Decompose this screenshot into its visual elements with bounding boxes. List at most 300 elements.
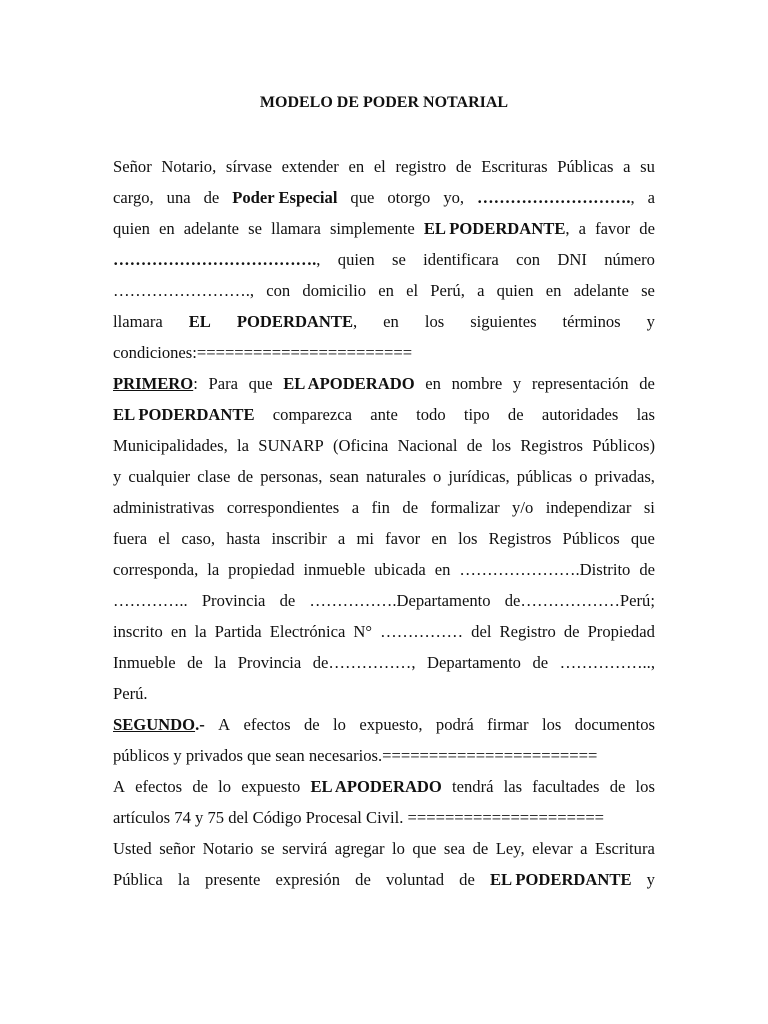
text-run: …………….., xyxy=(559,653,655,672)
word xyxy=(639,217,655,241)
text-run: DNI xyxy=(557,250,587,269)
text-run: A xyxy=(218,715,231,734)
text-line xyxy=(113,248,655,272)
word xyxy=(532,775,599,799)
word xyxy=(560,651,655,675)
word xyxy=(542,403,619,427)
word xyxy=(113,775,125,799)
text-run: ………………….Distrito xyxy=(459,560,631,579)
text-line xyxy=(113,434,655,458)
text-run: sean xyxy=(329,467,359,486)
word xyxy=(520,434,583,458)
text-run: registro xyxy=(395,157,447,176)
word xyxy=(500,620,556,644)
word xyxy=(302,279,366,303)
word xyxy=(386,868,444,892)
word xyxy=(489,527,552,551)
word xyxy=(226,155,272,179)
text-run: del xyxy=(471,622,492,641)
text-run: y xyxy=(646,312,655,331)
text-run: Usted xyxy=(113,839,152,858)
word xyxy=(412,837,436,861)
text-run: facultades xyxy=(532,777,600,796)
word xyxy=(113,868,163,892)
text-run: y xyxy=(113,467,122,486)
word xyxy=(266,279,290,303)
text-run: presente xyxy=(205,870,261,889)
word xyxy=(313,651,416,675)
word xyxy=(159,217,175,241)
word xyxy=(303,558,365,582)
word xyxy=(171,620,187,644)
word xyxy=(392,837,405,861)
word xyxy=(392,248,406,272)
text-run: a xyxy=(351,498,360,517)
text-run: señor xyxy=(159,839,196,858)
word xyxy=(113,837,152,861)
text-run: en xyxy=(383,312,399,331)
word xyxy=(248,217,262,241)
word xyxy=(588,620,655,644)
text-run: Departamento xyxy=(426,653,521,672)
text-run: (Oficina xyxy=(333,436,389,455)
word xyxy=(113,465,121,489)
word xyxy=(113,558,198,582)
word xyxy=(275,868,340,892)
text-run: …………… xyxy=(380,622,464,641)
text-run: Públicos) xyxy=(592,436,655,455)
word xyxy=(135,775,182,799)
word xyxy=(348,155,364,179)
word xyxy=(333,713,346,737)
text-line xyxy=(113,775,655,799)
word xyxy=(395,155,446,179)
text-run: privadas, xyxy=(594,467,655,486)
word xyxy=(443,186,464,210)
word xyxy=(113,808,604,827)
text-run: términos xyxy=(562,312,621,331)
text-run: Registros xyxy=(520,436,584,455)
word xyxy=(435,558,451,582)
word xyxy=(226,527,260,551)
text-run: o xyxy=(579,467,588,486)
text-run: de xyxy=(466,436,483,455)
word xyxy=(644,496,655,520)
text-run: propiedad xyxy=(228,560,295,579)
text-run: extender xyxy=(281,157,339,176)
document-title: MODELO DE PODER NOTARIAL xyxy=(259,94,509,111)
text-run: inscrito xyxy=(113,622,163,641)
word xyxy=(333,434,388,458)
text-run: elevar xyxy=(532,839,573,858)
word xyxy=(563,310,621,334)
text-line xyxy=(113,403,655,427)
text-run: ………………………. xyxy=(477,188,631,207)
word xyxy=(238,651,302,675)
text-run: Partida xyxy=(214,622,262,641)
text-run: de xyxy=(203,188,220,207)
word xyxy=(378,279,394,303)
text-line xyxy=(113,620,655,644)
text-run: N° xyxy=(353,622,373,641)
text-run: PODERDANTE xyxy=(236,312,354,331)
text-run: de xyxy=(563,622,580,641)
word xyxy=(436,713,474,737)
word xyxy=(592,434,655,458)
text-run: , xyxy=(565,219,570,238)
text-run: agregar xyxy=(334,839,385,858)
text-run: a xyxy=(477,281,485,300)
word xyxy=(557,248,587,272)
text-run: quien xyxy=(337,250,375,269)
text-run: tipo xyxy=(463,405,490,424)
text-run: con xyxy=(266,281,291,300)
text-run: siguientes xyxy=(470,312,537,331)
text-run: la xyxy=(214,653,227,672)
word xyxy=(647,310,655,334)
text-run: en xyxy=(434,560,451,579)
word xyxy=(647,868,655,892)
word xyxy=(444,837,465,861)
word xyxy=(546,496,632,520)
text-run: Provincia xyxy=(201,591,266,610)
word xyxy=(487,713,528,737)
text-run: PRIMERO xyxy=(113,374,194,393)
word xyxy=(406,279,418,303)
word xyxy=(113,434,228,458)
word xyxy=(640,155,655,179)
text-run: fin xyxy=(371,498,390,517)
text-run: independizar xyxy=(545,498,632,517)
word xyxy=(595,465,655,489)
text-run: ubicada xyxy=(374,560,426,579)
text-run: condiciones:======================= xyxy=(113,343,413,362)
text-run: lo xyxy=(333,715,346,734)
text-run: Perú, xyxy=(430,281,465,300)
word xyxy=(355,868,371,892)
word xyxy=(192,775,208,799)
word xyxy=(459,558,630,582)
word xyxy=(372,496,390,520)
word xyxy=(335,837,385,861)
word xyxy=(516,248,540,272)
word xyxy=(207,558,219,582)
word xyxy=(113,620,163,644)
text-run: expresión xyxy=(275,870,340,889)
text-line xyxy=(113,589,655,613)
text-run: SEGUNDO xyxy=(113,715,196,734)
text-run: de xyxy=(639,560,655,579)
text-run: , xyxy=(316,250,321,269)
word xyxy=(187,651,203,675)
text-run: tendrá xyxy=(452,777,494,796)
word xyxy=(197,465,230,489)
word xyxy=(575,713,655,737)
text-run: de xyxy=(639,219,655,238)
text-run: Notario, xyxy=(161,157,217,176)
text-run: públicas xyxy=(516,467,573,486)
word xyxy=(639,558,655,582)
word xyxy=(113,496,214,520)
text-run: número xyxy=(604,250,655,269)
word xyxy=(456,155,472,179)
text-run: artículos 74 y 75 del Código Procesal Civil. ===================== xyxy=(113,808,605,827)
word xyxy=(496,837,525,861)
text-run: , xyxy=(630,188,635,207)
word xyxy=(184,217,239,241)
text-run: : xyxy=(193,374,198,393)
text-run: se xyxy=(248,219,262,238)
text-line xyxy=(113,341,655,365)
word xyxy=(167,186,191,210)
text-run: adelante xyxy=(183,219,240,238)
word xyxy=(359,713,422,737)
word xyxy=(497,279,534,303)
text-run: …………….Departamento xyxy=(309,591,491,610)
text-run: en xyxy=(158,219,175,238)
word xyxy=(546,279,562,303)
word xyxy=(595,217,630,241)
text-run: administrativas xyxy=(113,498,215,517)
word xyxy=(387,186,430,210)
text-run: a xyxy=(623,157,631,176)
text-run: llamara xyxy=(113,312,163,331)
word xyxy=(113,343,412,362)
word xyxy=(158,527,170,551)
text-run: EL PODERDANTE xyxy=(489,870,632,889)
word xyxy=(641,279,655,303)
word xyxy=(458,527,477,551)
word xyxy=(459,868,475,892)
word xyxy=(113,684,148,703)
text-run: domicilio xyxy=(302,281,367,300)
text-run: Registros xyxy=(488,529,552,548)
text-run: que xyxy=(412,839,437,858)
word xyxy=(385,527,420,551)
word xyxy=(113,403,255,427)
text-run: Inmueble xyxy=(113,653,176,672)
word xyxy=(490,868,632,892)
text-run: otorgo xyxy=(387,188,431,207)
text-run: Nacional xyxy=(397,436,458,455)
word xyxy=(271,527,326,551)
text-run: firmar xyxy=(487,715,529,734)
word xyxy=(178,868,190,892)
text-run: podrá xyxy=(435,715,474,734)
text-run: ……………………., xyxy=(113,281,255,300)
text-run: formalizar xyxy=(430,498,500,517)
word xyxy=(113,713,205,737)
text-run: sea xyxy=(443,839,466,858)
word xyxy=(477,186,635,210)
text-run: y xyxy=(512,374,522,393)
text-run: de xyxy=(355,870,371,889)
word xyxy=(232,186,337,210)
word xyxy=(113,248,320,272)
word xyxy=(208,372,238,396)
word xyxy=(557,155,613,179)
text-run: que xyxy=(630,529,655,548)
word xyxy=(610,775,626,799)
word xyxy=(113,155,152,179)
text-run: inmueble xyxy=(303,560,366,579)
text-run: de xyxy=(303,715,320,734)
word xyxy=(398,434,458,458)
text-run: se xyxy=(260,839,275,858)
text-run: Escrituras xyxy=(481,157,548,176)
word xyxy=(258,434,323,458)
text-line xyxy=(113,496,655,520)
text-run: de xyxy=(609,777,626,796)
word xyxy=(237,465,253,489)
text-line xyxy=(113,744,655,768)
word xyxy=(517,465,572,489)
text-run: sírvase xyxy=(225,157,272,176)
word xyxy=(513,372,521,396)
word xyxy=(471,620,491,644)
word xyxy=(203,837,254,861)
text-run: de xyxy=(402,498,419,517)
word xyxy=(113,279,254,303)
word xyxy=(338,248,375,272)
word xyxy=(579,465,587,489)
word xyxy=(637,403,655,427)
word xyxy=(505,589,655,613)
word xyxy=(504,775,522,799)
word xyxy=(508,403,524,427)
text-run: Notario xyxy=(202,839,254,858)
word xyxy=(189,310,211,334)
text-run: Perú. xyxy=(113,684,148,703)
text-line xyxy=(113,806,655,830)
text-line xyxy=(113,279,655,303)
word xyxy=(204,186,220,210)
word xyxy=(431,527,447,551)
text-run: de xyxy=(532,653,549,672)
text-run: la xyxy=(177,870,190,889)
word xyxy=(237,434,249,458)
text-run: autoridades xyxy=(541,405,619,424)
word xyxy=(113,527,147,551)
text-run: si xyxy=(643,498,655,517)
word xyxy=(159,837,195,861)
word xyxy=(477,279,484,303)
word xyxy=(366,465,426,489)
word xyxy=(574,279,629,303)
text-run: EL APODERADO xyxy=(310,777,442,796)
text-line xyxy=(113,527,655,551)
text-run: Para xyxy=(208,374,238,393)
text-run: Municipalidades, xyxy=(113,436,228,455)
word xyxy=(353,620,372,644)
text-run: la xyxy=(207,560,220,579)
text-line xyxy=(113,465,655,489)
text-run: inscribir xyxy=(271,529,327,548)
word xyxy=(416,403,446,427)
word xyxy=(113,217,150,241)
text-run: las xyxy=(503,777,523,796)
word xyxy=(228,558,294,582)
text-run: Registro xyxy=(499,622,556,641)
text-run: yo, xyxy=(443,188,465,207)
text-run: en xyxy=(348,157,365,176)
text-run: y/o xyxy=(512,498,534,517)
text-run: su xyxy=(640,157,655,176)
text-run: EL APODERADO xyxy=(283,374,415,393)
word xyxy=(352,496,359,520)
text-run: cualquier xyxy=(128,467,191,486)
word xyxy=(338,527,345,551)
text-run: Escritura xyxy=(594,839,655,858)
text-run: en xyxy=(431,529,447,548)
text-line xyxy=(113,310,655,334)
word xyxy=(128,465,190,489)
word xyxy=(374,155,386,179)
text-run: de xyxy=(455,157,472,176)
word xyxy=(195,620,207,644)
text-run: el xyxy=(158,529,171,548)
word xyxy=(402,496,418,520)
word xyxy=(237,310,357,334)
word xyxy=(249,372,273,396)
word xyxy=(424,217,570,241)
text-run: a xyxy=(337,529,346,548)
word xyxy=(532,372,629,396)
text-run: en xyxy=(378,281,394,300)
text-run: cargo, xyxy=(113,188,154,207)
text-run: clase xyxy=(197,467,231,486)
text-run: quien xyxy=(496,281,534,300)
word xyxy=(273,403,352,427)
word xyxy=(282,837,327,861)
word xyxy=(329,465,359,489)
word xyxy=(431,496,500,520)
word xyxy=(623,155,630,179)
word xyxy=(532,837,573,861)
text-run: con xyxy=(516,250,541,269)
word xyxy=(261,837,275,861)
text-run: fuera xyxy=(113,529,148,548)
word xyxy=(467,434,483,458)
text-run: efectos xyxy=(135,777,183,796)
word xyxy=(214,651,226,675)
word xyxy=(492,434,511,458)
text-run: adelante xyxy=(573,281,629,300)
text-run: los xyxy=(541,715,562,734)
text-run: Propiedad xyxy=(587,622,655,641)
word xyxy=(356,527,374,551)
text-run: de……………, xyxy=(312,653,416,672)
text-run: EL PODERDANTE xyxy=(423,219,566,238)
word xyxy=(542,713,561,737)
text-run: nombre xyxy=(451,374,503,393)
text-run: expuesto xyxy=(241,777,301,796)
text-run: Electrónica xyxy=(269,622,346,641)
word xyxy=(310,775,441,799)
word xyxy=(427,651,521,675)
text-line xyxy=(113,713,655,737)
word xyxy=(202,589,266,613)
text-run: la xyxy=(237,436,249,455)
text-run: SUNARP xyxy=(258,436,324,455)
text-run: de xyxy=(237,467,254,486)
text-run: de xyxy=(472,839,489,858)
word xyxy=(464,403,490,427)
word xyxy=(113,746,597,765)
text-run: el xyxy=(406,281,419,300)
word xyxy=(532,651,548,675)
word xyxy=(244,713,291,737)
